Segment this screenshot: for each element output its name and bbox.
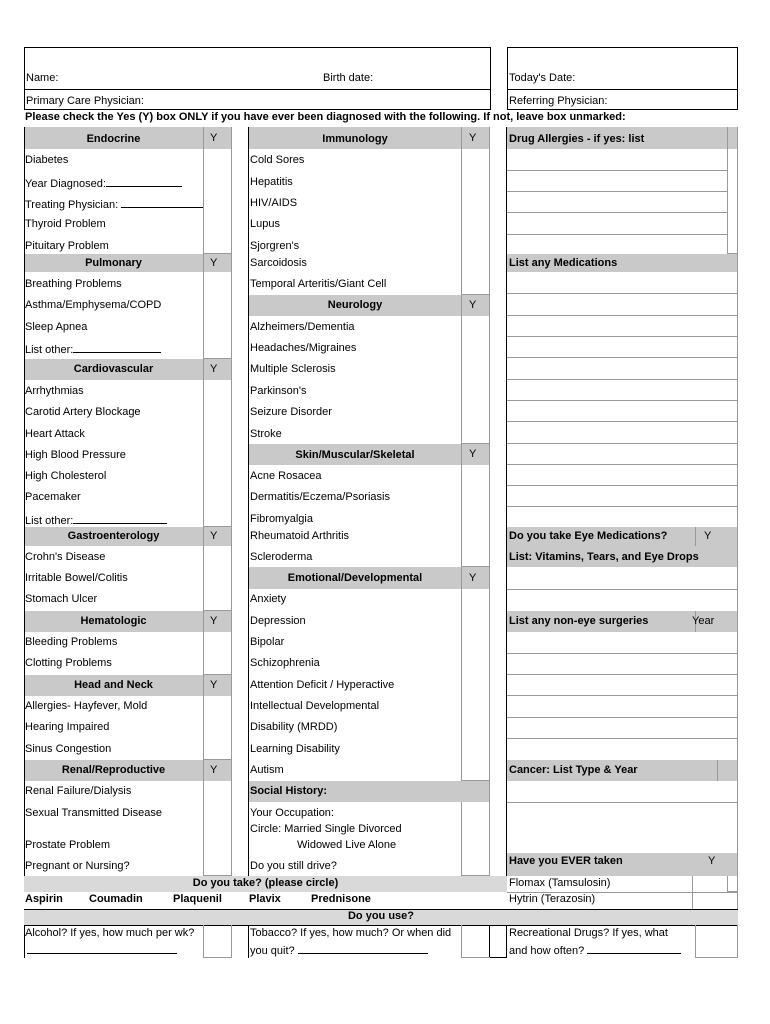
item-diabetes: Diabetes: [25, 154, 69, 166]
item-sleep-apnea: Sleep Apnea: [25, 321, 88, 333]
emotional-header: Emotional/Developmental: [287, 572, 423, 584]
pulmonary-y: Y: [210, 257, 218, 269]
do-you-use-header: Do you use?: [347, 910, 414, 922]
item-dermatitis: Dermatitis/Eczema/Psoriasis: [250, 491, 390, 503]
item-cardio-list-other[interactable]: List other:: [25, 513, 167, 527]
item-intellectual: Intellectual Developmental: [250, 700, 380, 712]
todays-date-label[interactable]: Today's Date:: [509, 72, 576, 84]
item-pregnant: Pregnant or Nursing?: [25, 860, 130, 872]
instructions: Please check the Yes (Y) box ONLY if you have ever been diagnosed with the following. If not, leave box unmarked:: [25, 111, 626, 123]
item-pacemaker: Pacemaker: [25, 491, 81, 503]
item-thyroid-problem: Thyroid Problem: [25, 218, 106, 230]
item-hytrin: Hytrin (Terazosin): [509, 893, 596, 905]
item-hepatitis: Hepatitis: [250, 176, 293, 188]
item-hearing: Hearing Impaired: [25, 721, 110, 733]
item-arrhythmias: Arrhythmias: [25, 385, 84, 397]
ever-taken-y: Y: [708, 855, 716, 867]
widowed-circle[interactable]: Widowed Live Alone: [297, 839, 397, 851]
do-you-take-header: Do you take? (please circle): [192, 877, 339, 889]
skin-y: Y: [469, 448, 477, 460]
item-learning: Learning Disability: [250, 743, 340, 755]
item-ms: Multiple Sclerosis: [250, 363, 336, 375]
item-heart-attack: Heart Attack: [25, 428, 85, 440]
y-checkbox[interactable]: [461, 316, 490, 444]
item-std: Sexual Transmitted Disease: [25, 807, 162, 819]
ever-taken-header: Have you EVER taken: [509, 855, 623, 867]
eye-medications-header: Do you take Eye Medications?: [509, 530, 668, 542]
head-neck-header: Head and Neck: [74, 679, 153, 691]
surgeries-header: List any non-eye surgeries: [509, 615, 649, 627]
eye-medications-y: Y: [704, 530, 712, 542]
primary-care-physician-label[interactable]: Primary Care Physician:: [26, 95, 144, 107]
item-adhd: Attention Deficit / Hyperactive: [250, 679, 395, 691]
item-pulmonary-list-other[interactable]: List other:: [25, 342, 161, 356]
item-sarcoidosis: Sarcoidosis: [250, 257, 307, 269]
item-temporal-arteritis: Temporal Arteritis/Giant Cell: [250, 278, 387, 290]
immunology-header: Immunology: [322, 133, 388, 145]
hematologic-y: Y: [210, 615, 218, 627]
renal-header: Renal/Reproductive: [61, 764, 166, 776]
tobacco-label[interactable]: Tobacco? If yes, how much? Or when did: [250, 927, 452, 939]
item-rheumatoid: Rheumatoid Arthritis: [250, 530, 350, 542]
item-depression: Depression: [250, 615, 306, 627]
drug-coumadin[interactable]: Coumadin: [89, 893, 143, 905]
vitamins-header: List: Vitamins, Tears, and Eye Drops: [509, 551, 699, 563]
item-sinus: Sinus Congestion: [25, 743, 112, 755]
emotional-y: Y: [469, 572, 477, 584]
y-checkbox[interactable]: [203, 546, 232, 611]
drive-label: Do you still drive?: [250, 860, 337, 872]
item-high-blood-pressure: High Blood Pressure: [25, 449, 126, 461]
pulmonary-header: Pulmonary: [85, 257, 142, 269]
item-bipolar: Bipolar: [250, 636, 285, 648]
y-checkbox[interactable]: [461, 589, 490, 781]
head-neck-y: Y: [210, 679, 218, 691]
item-sjogrens: Sjorgren's: [250, 240, 300, 252]
surgeries-year-label: Year: [692, 615, 715, 627]
tobacco-quit[interactable]: you quit?: [250, 943, 428, 957]
cancer-header: Cancer: List Type & Year: [509, 764, 638, 776]
item-year-diagnosed[interactable]: Year Diagnosed:: [25, 176, 182, 190]
item-treating-physician[interactable]: Treating Physician:: [25, 197, 209, 211]
gastroenterology-header: Gastroenterology: [67, 530, 160, 542]
renal-y: Y: [210, 764, 218, 776]
y-checkbox[interactable]: [203, 632, 232, 675]
neurology-y: Y: [469, 299, 477, 311]
medications-header: List any Medications: [509, 257, 618, 269]
birth-date-label[interactable]: Birth date:: [323, 72, 374, 84]
y-checkbox[interactable]: [203, 696, 232, 760]
item-headaches: Headaches/Migraines: [250, 342, 357, 354]
item-acne: Acne Rosacea: [250, 470, 322, 482]
item-bleeding: Bleeding Problems: [25, 636, 118, 648]
item-clotting: Clotting Problems: [25, 657, 112, 669]
item-hiv: HIV/AIDS: [250, 197, 298, 209]
item-asthma: Asthma/Emphysema/COPD: [25, 299, 162, 311]
name-label[interactable]: Name:: [26, 72, 59, 84]
marital-circle[interactable]: Circle: Married Single Divorced: [250, 823, 402, 835]
item-ibs: Irritable Bowel/Colitis: [25, 572, 128, 584]
y-checkbox[interactable]: [203, 380, 232, 527]
referring-physician-label[interactable]: Referring Physician:: [509, 95, 608, 107]
item-fibromyalgia: Fibromyalgia: [250, 513, 313, 525]
item-breathing-problems: Breathing Problems: [25, 278, 122, 290]
item-parkinsons: Parkinson's: [250, 385, 307, 397]
item-stroke: Stroke: [250, 428, 282, 440]
gastroenterology-y: Y: [210, 530, 218, 542]
y-checkbox[interactable]: [203, 272, 232, 359]
item-renal-failure: Renal Failure/Dialysis: [25, 785, 132, 797]
skin-header: Skin/Muscular/Skeletal: [295, 449, 415, 461]
item-seizure: Seizure Disorder: [250, 406, 332, 418]
recreational-often[interactable]: and how often?: [509, 943, 681, 957]
item-prostate: Prostate Problem: [25, 839, 110, 851]
drug-plavix[interactable]: Plavix: [249, 893, 281, 905]
y-checkbox[interactable]: [461, 802, 490, 876]
y-checkbox[interactable]: [727, 149, 738, 254]
item-anxiety: Anxiety: [250, 593, 287, 605]
item-autism: Autism: [250, 764, 284, 776]
cardiovascular-header: Cardiovascular: [73, 363, 154, 375]
item-allergies: Allergies- Hayfever, Mold: [25, 700, 148, 712]
item-alzheimers: Alzheimers/Dementia: [250, 321, 355, 333]
hematologic-header: Hematologic: [80, 615, 147, 627]
y-checkbox[interactable]: [203, 781, 232, 876]
y-checkbox[interactable]: [727, 876, 738, 892]
drug-plaquenil[interactable]: Plaquenil: [173, 893, 222, 905]
cardiovascular-y: Y: [210, 363, 218, 375]
item-high-cholesterol: High Cholesterol: [25, 470, 107, 482]
recreational-label[interactable]: Recreational Drugs? If yes, what: [509, 927, 668, 939]
item-mrdd: Disability (MRDD): [250, 721, 338, 733]
immunology-y: Y: [469, 132, 477, 144]
alcohol-label[interactable]: Alcohol? If yes, how much per wk?: [25, 927, 195, 939]
y-checkbox[interactable]: [203, 149, 232, 254]
neurology-header: Neurology: [327, 299, 383, 311]
y-checkbox[interactable]: [461, 465, 490, 567]
occupation-label[interactable]: Your Occupation:: [250, 807, 334, 819]
drug-allergies-header: Drug Allergies - if yes: list: [509, 133, 645, 145]
drug-aspirin[interactable]: Aspirin: [25, 893, 63, 905]
item-carotid: Carotid Artery Blockage: [25, 406, 141, 418]
item-crohns: Crohn's Disease: [25, 551, 106, 563]
social-history-header: Social History:: [250, 785, 328, 797]
item-flomax: Flomax (Tamsulosin): [509, 877, 611, 889]
item-scleroderma: Scleroderma: [250, 551, 313, 563]
endocrine-header: Endocrine: [86, 133, 141, 145]
item-schizophrenia: Schizophrenia: [250, 657, 320, 669]
item-cold-sores: Cold Sores: [250, 154, 305, 166]
y-checkbox[interactable]: [461, 149, 490, 295]
item-stomach-ulcer: Stomach Ulcer: [25, 593, 98, 605]
item-pituitary-problem: Pituitary Problem: [25, 240, 109, 252]
item-lupus: Lupus: [250, 218, 280, 230]
alcohol-blank[interactable]: [27, 943, 177, 957]
endocrine-y: Y: [210, 132, 218, 144]
drug-prednisone[interactable]: Prednisone: [311, 893, 371, 905]
